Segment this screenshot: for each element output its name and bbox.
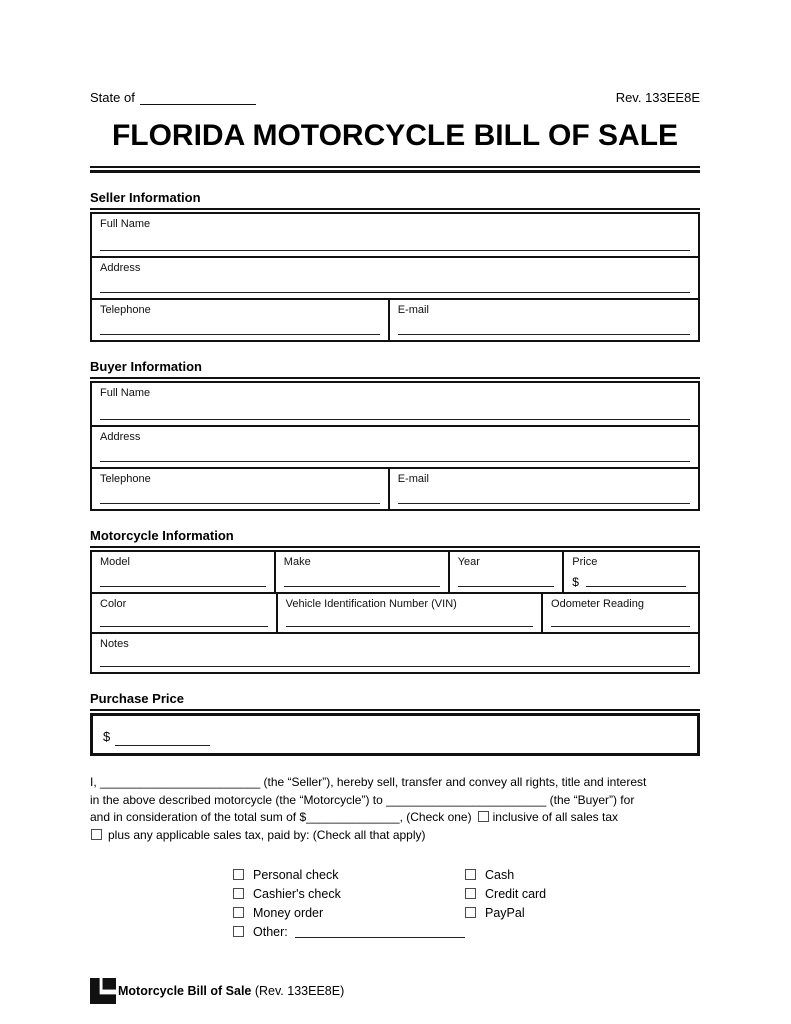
payment-option-cashiers-check: [233, 884, 465, 903]
seller-full-name-label: Full Name: [100, 218, 151, 230]
state-input[interactable]: [140, 91, 256, 105]
agreement-line-2: in the above described motorcycle (the “Motorcycle”) to ________________________ (the “Buyer”) for: [90, 792, 635, 807]
buyer-telephone-label: Telephone: [100, 473, 151, 485]
payment-option-other: [233, 922, 465, 941]
document-footer: [90, 978, 700, 1004]
buyer-telephone-input[interactable]: [100, 503, 380, 504]
buyer-section-heading: Buyer Information: [90, 359, 700, 379]
checkbox-inclusive-sales-tax[interactable]: [478, 811, 489, 822]
checkbox-personal-check[interactable]: [233, 869, 244, 880]
payment-label: Cashier's check: [253, 886, 341, 901]
purchase-price-heading: Purchase Price: [90, 691, 700, 711]
agreement-line-3: and in consideration of the total sum of $______________, (Check one) inclusive of all sales tax: [90, 810, 618, 824]
notes-input[interactable]: [100, 666, 690, 667]
seller-telephone-label: Telephone: [100, 304, 151, 316]
payment-label: PayPal: [485, 905, 525, 920]
payment-option-cash: [465, 865, 546, 884]
price-input[interactable]: [586, 586, 686, 587]
motorcycle-section-heading: Motorcycle Information: [90, 528, 700, 548]
purchase-price-section: [90, 691, 700, 756]
payment-label: Other:: [253, 924, 288, 939]
footer-rev: (Rev. 133EE8E): [251, 984, 345, 998]
make-input[interactable]: [284, 586, 440, 587]
other-payment-input[interactable]: [295, 926, 465, 938]
buyer-email-label: E-mail: [397, 473, 429, 485]
purchase-currency-prefix: $: [103, 729, 111, 744]
seller-address-label: Address: [100, 262, 141, 274]
footer-title: Motorcycle Bill of Sale: [118, 984, 252, 998]
buyer-full-name-label: Full Name: [100, 387, 151, 399]
seller-section: [90, 190, 700, 342]
payment-option-money-order: [233, 903, 465, 922]
seller-telephone-input[interactable]: [100, 334, 380, 335]
agreement-line-4: plus any applicable sales tax, paid by: (Check all that apply): [90, 827, 700, 845]
notes-label: Notes: [100, 638, 129, 650]
checkbox-paypal[interactable]: [465, 907, 476, 918]
payment-option-credit-card: [465, 884, 546, 903]
payment-label: Credit card: [485, 886, 547, 901]
model-input[interactable]: [100, 586, 266, 587]
payment-label: Cash: [485, 867, 515, 882]
buyer-address-label: Address: [100, 431, 141, 443]
color-label: Color: [100, 598, 127, 610]
seller-section-heading: Seller Information: [90, 190, 700, 210]
purchase-price-input[interactable]: [115, 745, 210, 746]
brand-logo-icon: [90, 978, 116, 1004]
year-input[interactable]: [458, 586, 555, 587]
odometer-label: Odometer Reading: [551, 598, 644, 610]
payment-label: Money order: [253, 905, 324, 920]
checkbox-cashiers-check[interactable]: [233, 888, 244, 899]
model-label: Model: [100, 556, 130, 568]
color-input[interactable]: [100, 626, 268, 627]
seller-address-input[interactable]: [100, 292, 690, 293]
odometer-input[interactable]: [551, 626, 690, 627]
checkbox-money-order[interactable]: [233, 907, 244, 918]
seller-email-label: E-mail: [397, 304, 429, 316]
checkbox-other[interactable]: [233, 926, 244, 937]
payment-option-paypal: [465, 903, 546, 922]
vin-label: Vehicle Identification Number (VIN): [285, 598, 457, 610]
agreement-paragraph: [90, 774, 700, 844]
buyer-full-name-input[interactable]: [100, 419, 690, 420]
year-label: Year: [457, 556, 480, 568]
buyer-address-input[interactable]: [100, 461, 690, 462]
document-header: [90, 90, 700, 106]
buyer-email-input[interactable]: [398, 503, 690, 504]
vin-input[interactable]: [286, 626, 533, 627]
buyer-section: [90, 359, 700, 511]
make-label: Make: [283, 556, 311, 568]
seller-full-name-input[interactable]: [100, 250, 690, 251]
payment-methods: [90, 865, 700, 941]
price-currency-prefix: $: [572, 575, 579, 589]
price-label: Price: [572, 556, 598, 568]
state-of-label: State of: [90, 90, 135, 105]
agreement-line-1: I, ________________________ (the “Seller”), hereby sell, transfer and convey all rights, title and interest: [90, 775, 647, 789]
page-title: FLORIDA MOTORCYCLE BILL OF SALE: [111, 119, 679, 152]
checkbox-plus-sales-tax[interactable]: [91, 829, 102, 840]
title-divider: [90, 166, 700, 173]
motorcycle-section: [90, 528, 700, 674]
revision-number: Rev. 133EE8E: [615, 90, 700, 105]
payment-label: Personal check: [253, 867, 339, 882]
seller-email-input[interactable]: [398, 334, 690, 335]
checkbox-cash[interactable]: [465, 869, 476, 880]
checkbox-credit-card[interactable]: [465, 888, 476, 899]
payment-option-personal-check: [233, 865, 465, 884]
